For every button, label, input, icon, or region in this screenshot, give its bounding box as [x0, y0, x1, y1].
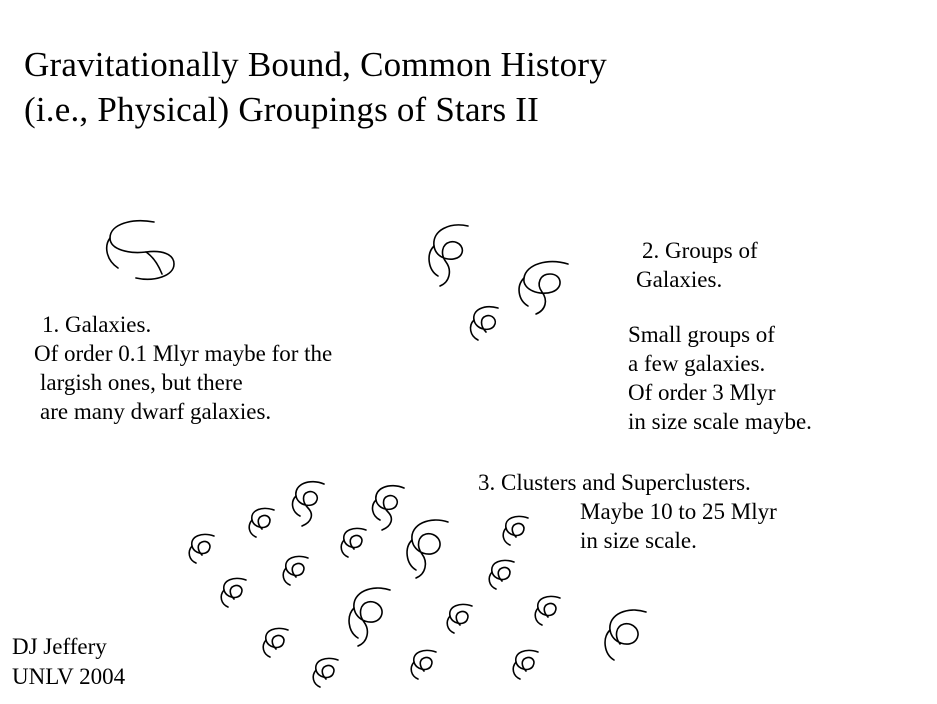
galaxies-line-2: Of order 0.1 Mlyr maybe for the: [34, 341, 333, 366]
groups-heading-line-2: Galaxies.: [636, 267, 723, 292]
galaxies-line-4: are many dwarf galaxies.: [40, 399, 272, 424]
groups-body-line-3: Of order 3 Mlyr: [628, 380, 776, 405]
page-title-line-1: Gravitationally Bound, Common History: [24, 45, 607, 84]
page-title: [24, 42, 904, 132]
groups-heading-line-1: 2. Groups of: [642, 238, 758, 263]
galaxies-line-3: largish ones, but there: [40, 370, 243, 395]
clusters-line-2: Maybe 10 to 25 Mlyr: [580, 499, 777, 524]
groups-body-line-1: Small groups of: [628, 322, 775, 347]
single-galaxy-drawing: [96, 216, 216, 292]
groups-body-line-4: in size scale maybe.: [628, 409, 812, 434]
groups-text-block: [628, 236, 928, 436]
author-affiliation: UNLV 2004: [12, 664, 126, 689]
author-name: DJ Jeffery: [12, 634, 107, 659]
clusters-line-3: in size scale.: [580, 528, 697, 553]
clusters-line-1: 3. Clusters and Superclusters.: [478, 470, 751, 495]
clusters-text-block: [478, 468, 928, 555]
groups-spacer: [628, 294, 928, 320]
page-title-line-2: (i.e., Physical) Groupings of Stars II: [24, 90, 540, 129]
groups-body-line-2: a few galaxies.: [628, 351, 766, 376]
galaxies-line-1: 1. Galaxies.: [42, 312, 152, 337]
author-credit: [12, 632, 125, 692]
galaxies-text-block: [34, 310, 474, 426]
